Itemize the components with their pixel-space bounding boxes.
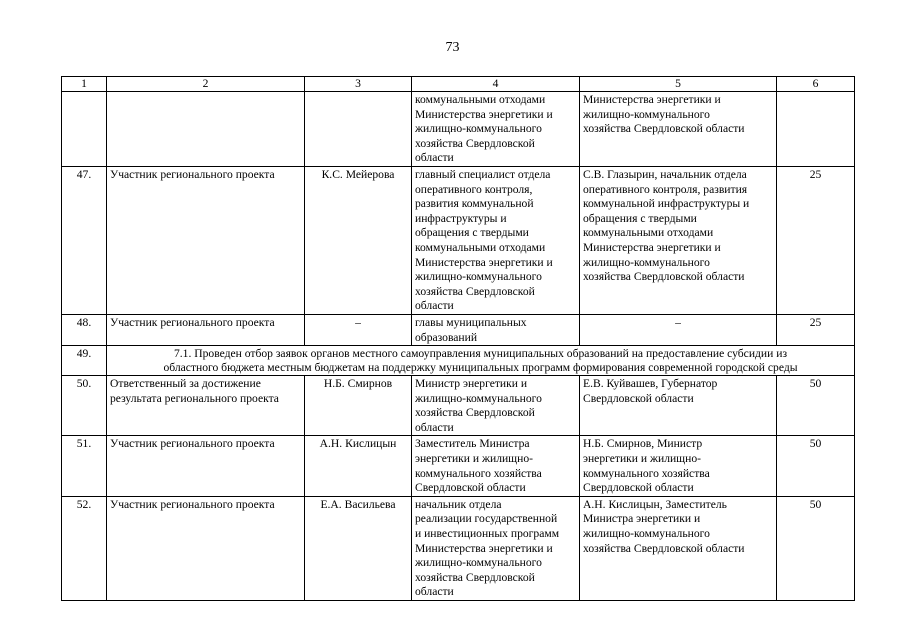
share-cell <box>777 92 855 167</box>
position-cell-line: оперативного контроля, <box>415 182 533 196</box>
supervisor-cell <box>580 166 777 314</box>
supervisor-cell-line: обращения с твердыми <box>583 211 697 225</box>
table-header-row <box>62 77 855 92</box>
role-cell: Участник регионального проекта <box>107 496 305 600</box>
position-cell <box>412 314 580 345</box>
supervisor-cell-line: Министерства энергетики и <box>583 93 721 106</box>
position-cell-line: главный специалист отдела <box>415 167 551 181</box>
supervisor-cell <box>580 314 777 345</box>
position-cell-line: области <box>415 585 454 599</box>
name-cell <box>305 92 412 167</box>
position-cell-line: коммунальными отходами <box>415 240 546 254</box>
position-cell-line: Министерства энергетики и <box>415 541 553 555</box>
share-cell: 50 <box>777 436 855 496</box>
column-header: 2 <box>107 77 305 92</box>
name-cell: А.Н. Кислицын <box>305 436 412 496</box>
name-cell: Е.А. Васильева <box>305 496 412 600</box>
supervisor-cell-line: Министерства энергетики и <box>583 240 721 254</box>
position-cell-line: хозяйства Свердловской <box>415 406 535 420</box>
table-row <box>62 166 855 314</box>
supervisor-cell-line: – <box>675 315 681 329</box>
supervisor-cell-line: жилищно-коммунального <box>583 527 710 541</box>
position-cell-line: хозяйства Свердловской <box>415 570 535 584</box>
row-number: 49. <box>62 346 107 376</box>
position-cell-line: жилищно-коммунального <box>415 270 542 284</box>
position-cell-line: хозяйства Свердловской <box>415 136 535 150</box>
position-cell-line: хозяйства Свердловской <box>415 284 535 298</box>
position-cell <box>412 376 580 436</box>
row-number <box>62 92 107 167</box>
role-cell: Участник регионального проекта <box>107 166 305 314</box>
share-cell: 50 <box>777 496 855 600</box>
section-heading-line: областного бюджета местным бюджетам на поддержку муниципальных программ формирования современной городской среды <box>163 361 798 375</box>
position-cell-line: инфраструктуры и <box>415 211 507 225</box>
position-cell-line: Заместитель Министра <box>415 437 530 451</box>
role-cell: Участник регионального проекта <box>107 436 305 496</box>
position-cell-line: развития коммунальной <box>415 197 534 211</box>
position-cell <box>412 92 580 167</box>
row-number: 52. <box>62 496 107 600</box>
position-cell-line: главы муниципальных <box>415 315 527 329</box>
position-cell-line: Министр энергетики и <box>415 377 528 391</box>
role-cell: Ответственный за достижение результата регионального проекта <box>107 376 305 436</box>
position-cell-line: области <box>415 420 454 434</box>
section-heading-line: 7.1. Проведен отбор заявок органов местного самоуправления муниципальных образований на предоставление субсидии из <box>173 347 788 361</box>
role-cell: Участник регионального проекта <box>107 314 305 345</box>
column-header: 4 <box>412 77 580 92</box>
supervisor-cell <box>580 376 777 436</box>
position-cell-line: начальник отдела <box>415 497 502 511</box>
supervisor-cell-line: А.Н. Кислицын, Заместитель <box>583 497 727 511</box>
page-number: 73 <box>445 40 460 55</box>
position-cell-line: реализации государственной <box>415 512 558 526</box>
supervisor-cell-line: Н.Б. Смирнов, Министр <box>583 437 703 451</box>
position-cell-line: коммунального хозяйства <box>415 466 542 480</box>
supervisor-cell <box>580 436 777 496</box>
position-cell-line: Министерства энергетики и <box>415 255 553 269</box>
table-row <box>62 346 855 376</box>
table-row <box>62 436 855 496</box>
table-row <box>62 376 855 436</box>
supervisor-cell <box>580 92 777 167</box>
position-cell <box>412 166 580 314</box>
supervisor-cell-line: Е.В. Куйвашев, Губернатор <box>583 377 718 391</box>
supervisor-cell-line: жилищно-коммунального <box>583 107 710 121</box>
position-cell-line: образований <box>415 330 478 344</box>
supervisor-cell-line: оперативного контроля, развития <box>583 182 748 196</box>
share-cell: 50 <box>777 376 855 436</box>
position-cell <box>412 496 580 600</box>
table-row <box>62 314 855 345</box>
table-row <box>62 92 855 167</box>
supervisor-cell-line: Свердловской области <box>583 481 694 495</box>
position-cell-line: жилищно-коммунального <box>415 391 542 405</box>
position-cell-line: области <box>415 151 454 165</box>
supervisor-cell-line: хозяйства Свердловской области <box>583 122 745 136</box>
role-cell <box>107 92 305 167</box>
row-number: 48. <box>62 314 107 345</box>
column-header: 6 <box>777 77 855 92</box>
column-header: 3 <box>305 77 412 92</box>
position-cell-line: коммунальными отходами <box>415 93 546 106</box>
supervisor-cell-line: жилищно-коммунального <box>583 255 710 269</box>
position-cell-line: Свердловской области <box>415 481 526 495</box>
supervisor-cell-line: С.В. Глазырин, начальник отдела <box>583 167 747 181</box>
position-cell-line: жилищно-коммунального <box>415 556 542 570</box>
section-heading <box>107 346 855 376</box>
position-cell-line: и инвестиционных программ <box>415 527 560 541</box>
participants-table <box>61 76 855 601</box>
position-cell-line: обращения с твердыми <box>415 226 529 240</box>
supervisor-cell-line: коммунального хозяйства <box>583 466 710 480</box>
supervisor-cell-line: хозяйства Свердловской области <box>583 270 745 284</box>
supervisor-cell-line: Министра энергетики и <box>583 512 701 526</box>
supervisor-cell-line: хозяйства Свердловской области <box>583 541 745 555</box>
name-cell: – <box>305 314 412 345</box>
row-number: 47. <box>62 166 107 314</box>
share-cell: 25 <box>777 166 855 314</box>
position-cell-line: области <box>415 299 454 313</box>
name-cell: К.С. Мейерова <box>305 166 412 314</box>
position-cell-line: Министерства энергетики и <box>415 107 553 121</box>
row-number: 51. <box>62 436 107 496</box>
column-header: 1 <box>62 77 107 92</box>
supervisor-cell-line: Свердловской области <box>583 391 694 405</box>
share-cell: 25 <box>777 314 855 345</box>
supervisor-cell-line: коммунальными отходами <box>583 226 714 240</box>
supervisor-cell-line: энергетики и жилищно- <box>583 452 701 466</box>
supervisor-cell <box>580 496 777 600</box>
position-cell-line: жилищно-коммунального <box>415 122 542 136</box>
position-cell <box>412 436 580 496</box>
column-header: 5 <box>580 77 777 92</box>
position-cell-line: энергетики и жилищно- <box>415 452 533 466</box>
supervisor-cell-line: коммунальной инфраструктуры и <box>583 197 750 211</box>
row-number: 50. <box>62 376 107 436</box>
name-cell: Н.Б. Смирнов <box>305 376 412 436</box>
table-row <box>62 496 855 600</box>
